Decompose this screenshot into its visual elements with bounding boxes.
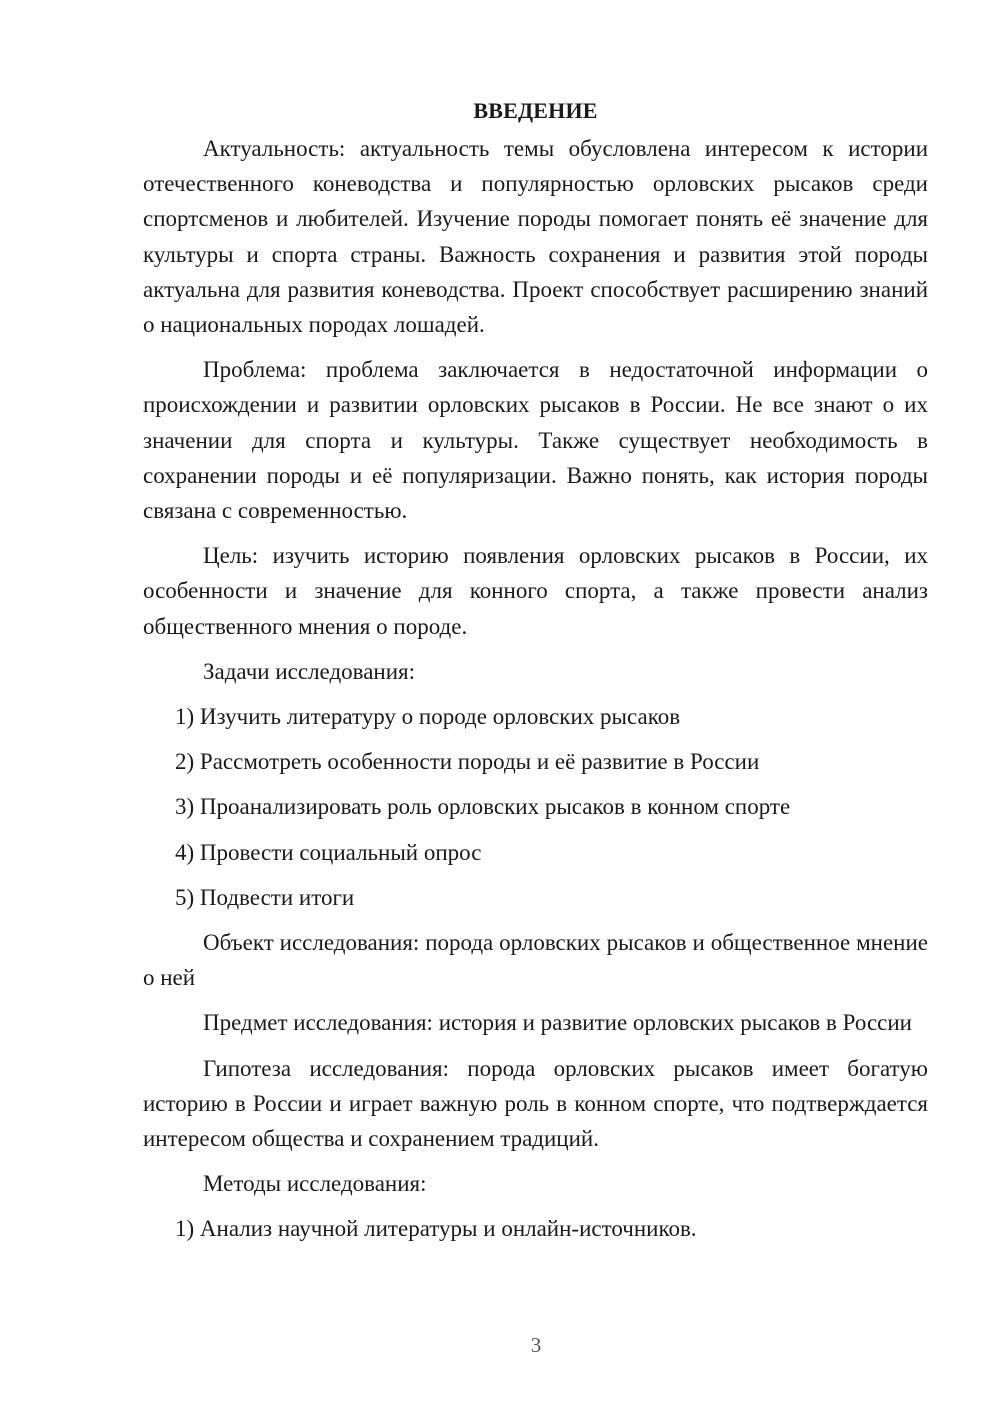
- page-number: 3: [530, 1333, 542, 1357]
- task-item: 2) Рассмотреть особенности породы и её развитие в России: [175, 749, 760, 775]
- task-item: 1) Изучить литературу о породе орловских рысаков: [175, 704, 681, 730]
- problem-paragraph: Проблема: проблема заключается в недостаточной информации о происхождении и развитии орловских рысаков в России. Не все знают о их значении для спорта и культуры. Также существует необходимость в сохранении породы и её популяризации. Важно понять, как история породы связана с современностью.: [143, 357, 928, 524]
- subject-paragraph: Предмет исследования: история и развитие орловских рысаков в России: [203, 1010, 912, 1036]
- page-title: ВВЕДЕНИЕ: [473, 98, 598, 123]
- task-item: 5) Подвести итоги: [175, 884, 355, 910]
- object-paragraph: Объект исследования: порода орловских рысаков и общественное мнение о ней: [143, 930, 928, 991]
- methods-heading: Методы исследования:: [203, 1171, 427, 1197]
- task-item: 4) Провести социальный опрос: [175, 839, 482, 865]
- goal-paragraph: Цель: изучить историю появления орловских рысаков в России, их особенности и значение для конного спорта, а также провести анализ общественного мнения о породе.: [143, 543, 928, 639]
- method-item: 1) Анализ научной литературы и онлайн-источников.: [175, 1216, 697, 1242]
- relevance-paragraph: Актуальность: актуальность темы обусловлена интересом к истории отечественного коневодства и популярностью орловских рысаков среди спортсменов и любителей. Изучение породы помогает понять её значение для культуры и спорта страны. Важность сохранения и развития этой породы актуальна для развития коневодства. Проект способствует расширению знаний о национальных породах лошадей.: [143, 136, 928, 338]
- tasks-heading: Задачи исследования:: [203, 658, 416, 684]
- hypothesis-paragraph: Гипотеза исследования: порода орловских рысаков имеет богатую историю в России и играет важную роль в конном спорте, что подтверждается интересом общества и сохранением традиций.: [143, 1055, 928, 1152]
- task-item: 3) Проанализировать роль орловских рысаков в конном спорте: [175, 794, 791, 820]
- document-page: [143, 96, 928, 1257]
